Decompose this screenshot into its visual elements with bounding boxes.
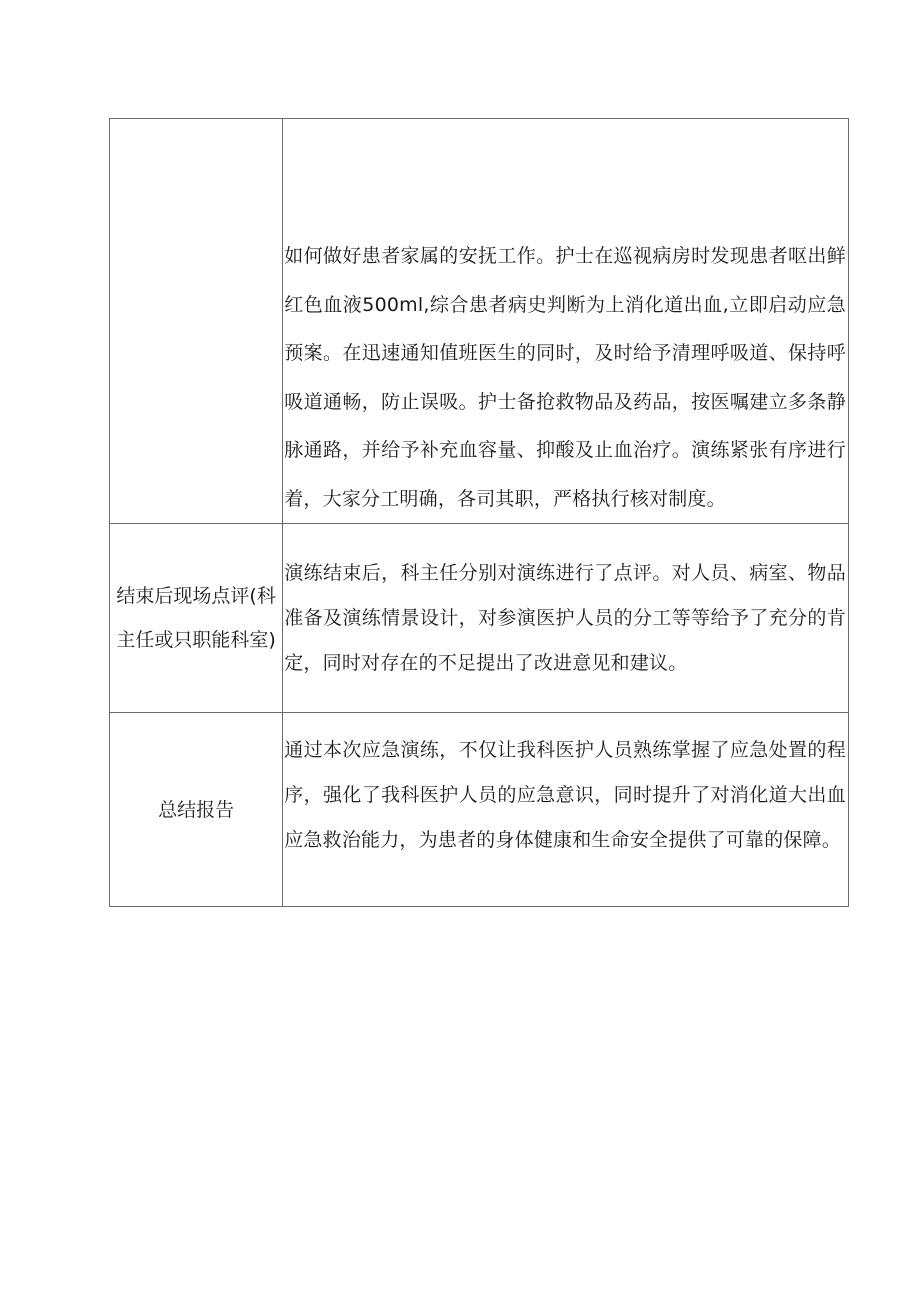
row-content-cell [283,119,849,524]
row-label-cell [110,524,283,713]
row-content-cell [283,524,849,713]
review-text: 演练结束后，科主任分别对演练进行了点评。对人员、病室、物品准备及演练情景设计，对参演医护人员的分工等等给予了充分的肯定，同时对存在的不足提出了改进意见和建议。 [284,562,846,674]
summary-text: 通过本次应急演练，不仅让我科医护人员熟练掌握了应急处置的程序，强化了我科医护人员的应急意识，同时提升了对消化道大出血应急救治能力，为患者的身体健康和生命安全提供了可靠的保障。 [284,739,846,851]
table-row [110,524,849,713]
drill-process-text: 如何做好患者家属的安抚工作。护士在巡视病房时发现患者呕出鲜红色血液500ml,综合患者病史判断为上消化道出血,立即启动应急预案。在迅速通知值班医生的同时，及时给予清理呼吸道、保持呼吸道通畅，防止误吸。护士备抢救物品及药品，按医嘱建立多条静脉通路，并给予补充血容量、抑酸及止血治疗。演练紧张有序进行着，大家分工明确，各司其职，严格执行核对制度。 [284,245,846,510]
table-row [110,119,849,524]
row-label-cell [110,713,283,907]
drill-record-table [109,118,849,907]
row-label-cell [110,119,283,524]
table-row [110,713,849,907]
summary-label: 总结报告 [158,798,235,821]
review-label: 结束后现场点评(科主任或只职能科室) [116,585,276,651]
row-content-cell [283,713,849,907]
